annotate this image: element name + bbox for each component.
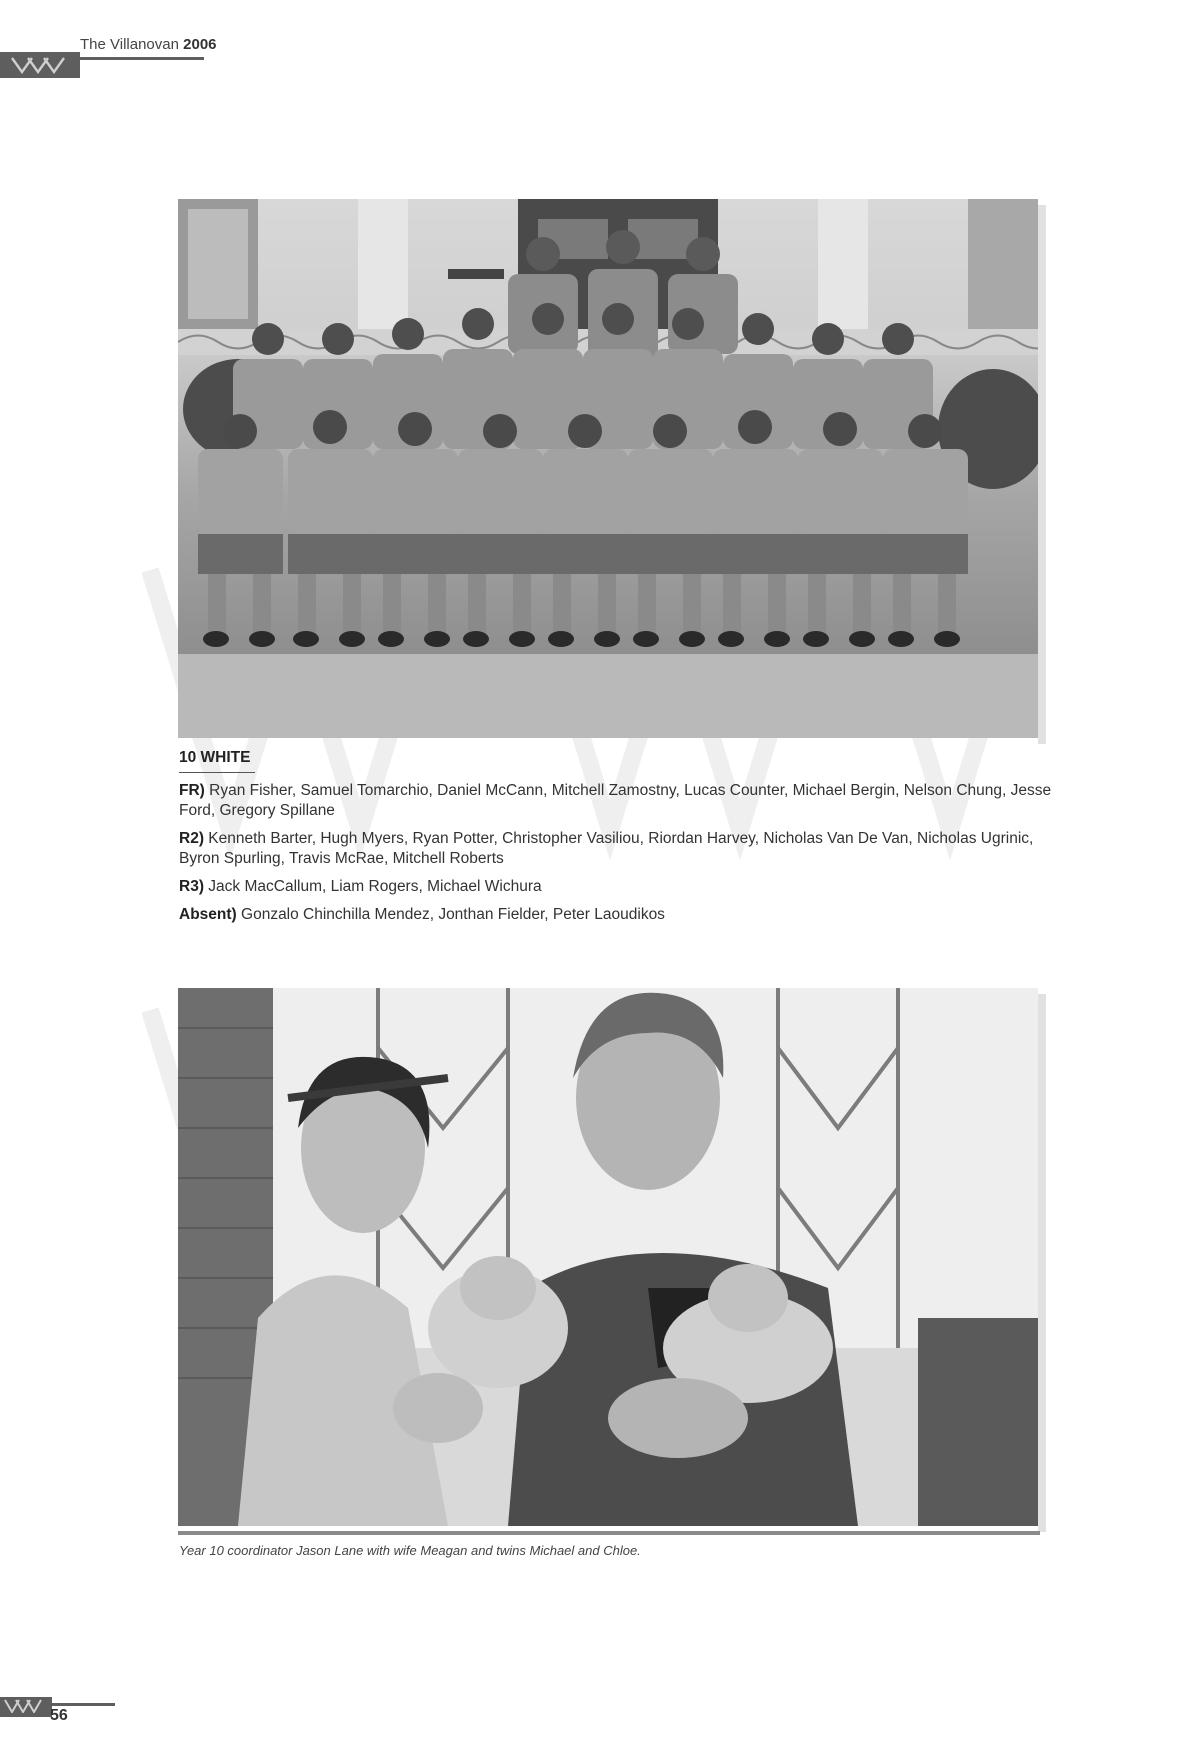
row-names: Gonzalo Chinchilla Mendez, Jonthan Fielder, Peter Laoudikos [241, 906, 665, 923]
page-number: 56 [50, 1707, 68, 1724]
header-logo-block [0, 52, 80, 78]
row-2 [179, 829, 1059, 869]
family-photo-caption: Year 10 coordinator Jason Lane with wife Meagan and twins Michael and Chloe. [179, 1543, 641, 1558]
villanova-logo-icon [4, 1699, 48, 1713]
row-label: R2) [179, 830, 204, 847]
row-3 [179, 877, 1059, 897]
row-label: Absent) [179, 906, 237, 923]
row-front [179, 781, 1059, 821]
publication-name: The Villanovan [80, 36, 179, 53]
caption-rule [178, 1531, 1040, 1535]
row-label: FR) [179, 782, 205, 799]
title-underline [179, 772, 255, 773]
row-names: Kenneth Barter, Hugh Myers, Ryan Potter, Christopher Vasiliou, Riordan Harvey, Nicholas Van De Van, Nicholas Ugrinic, Byron Spurling, Travis McRae, Mitchell Roberts [179, 830, 1034, 867]
class-title: 10 WHITE [179, 749, 251, 766]
row-names: Ryan Fisher, Samuel Tomarchio, Daniel McCann, Mitchell Zamostny, Lucas Counter, Michael Bergin, Nelson Chung, Jesse Ford, Gregory Spillane [179, 782, 1052, 819]
footer-rule [50, 1703, 115, 1706]
publication-year: 2006 [183, 36, 217, 53]
family-photo [178, 988, 1038, 1526]
photo-shadow [1038, 205, 1046, 744]
villanova-logo-icon [10, 56, 70, 74]
row-names: Jack MacCallum, Liam Rogers, Michael Wichura [208, 878, 542, 895]
photo-shadow [1038, 994, 1046, 1532]
row-absent [179, 905, 1059, 925]
footer-logo-block [0, 1697, 52, 1717]
running-header [80, 36, 217, 53]
name-list [179, 781, 1059, 933]
class-group-photo [178, 199, 1038, 738]
header-rule [78, 57, 204, 60]
row-label: R3) [179, 878, 204, 895]
